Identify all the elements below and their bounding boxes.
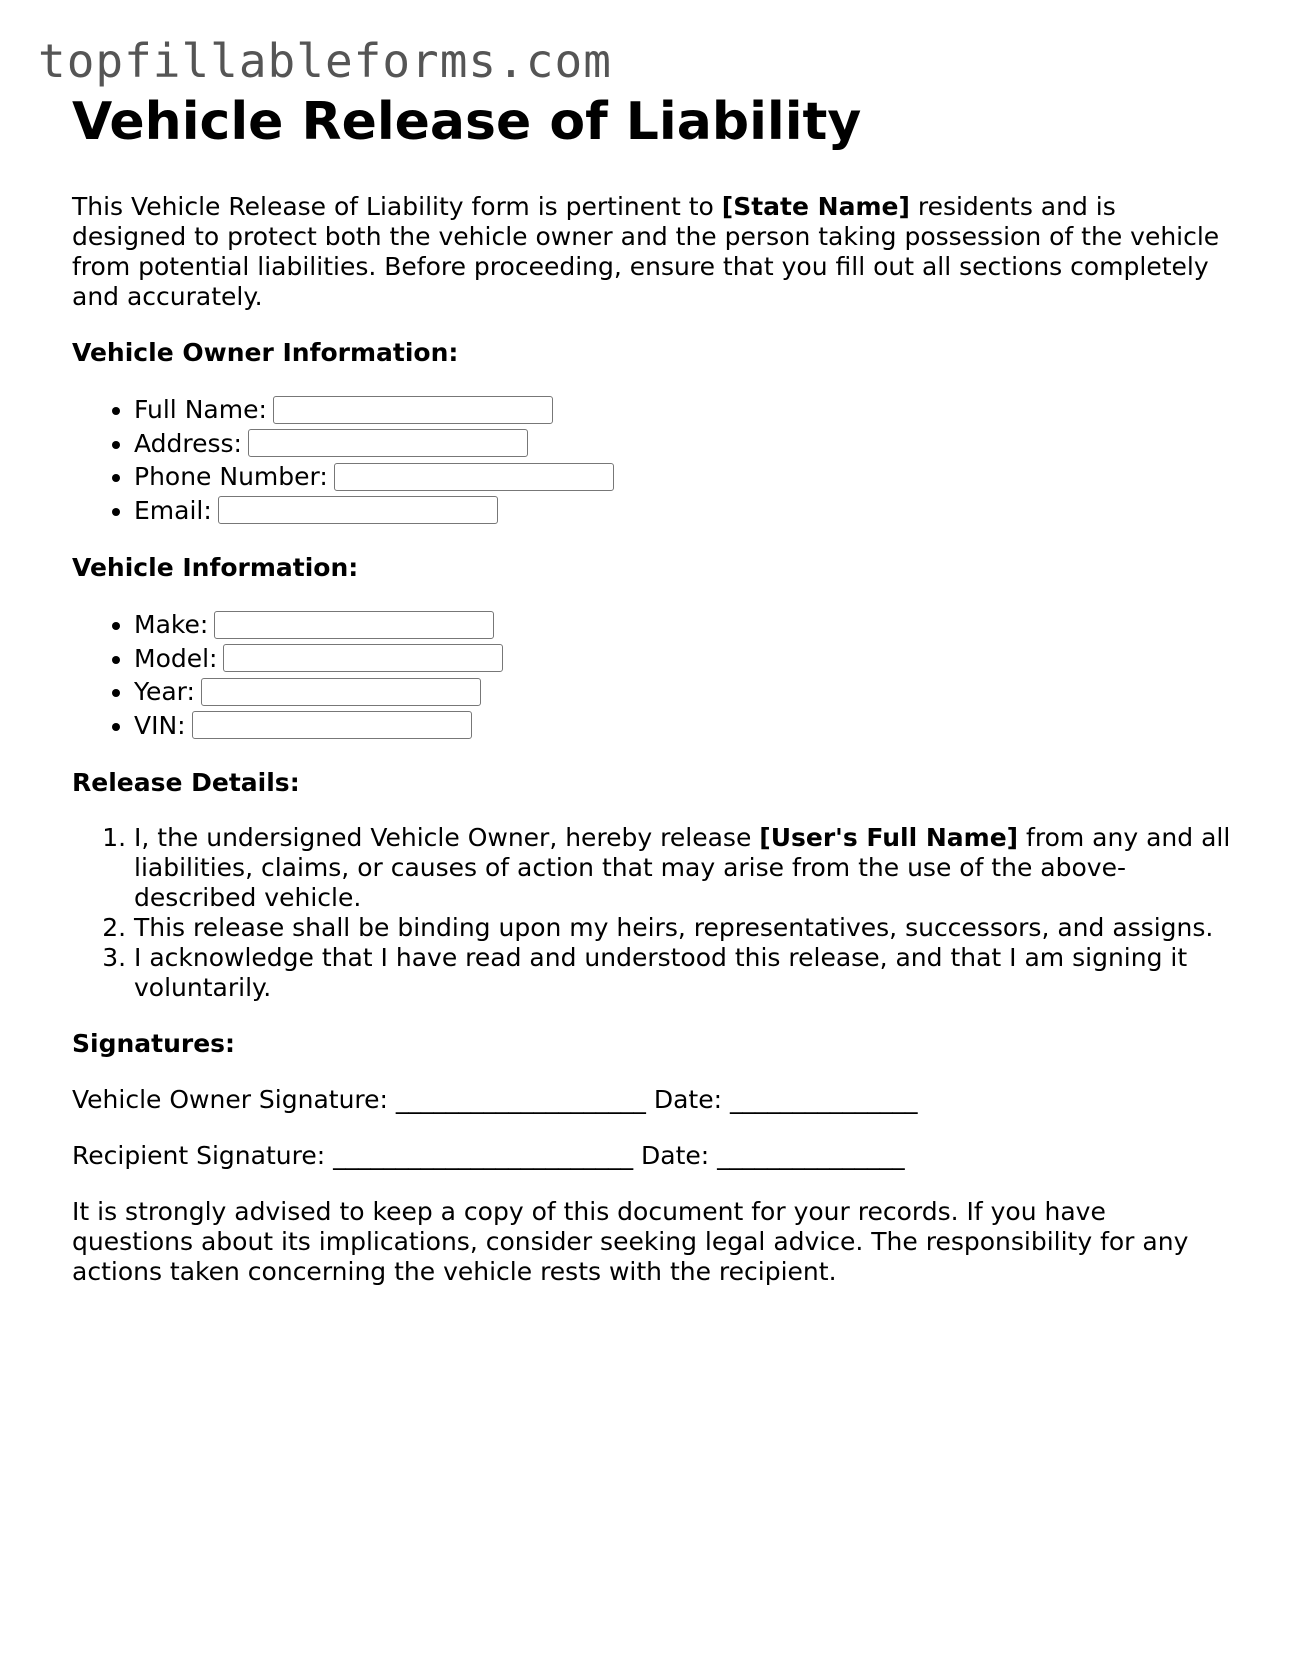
- release-terms-list: [72, 823, 1232, 1003]
- model-label: Model:: [134, 643, 218, 673]
- vin-input[interactable]: [192, 711, 472, 739]
- vehicle-section-heading: Vehicle Information:: [72, 553, 359, 582]
- owner-field-item: [134, 460, 1232, 494]
- owner-field-item: [134, 494, 1232, 528]
- watermark-text: topfillableforms.com: [38, 34, 612, 88]
- year-label: Year:: [134, 677, 195, 706]
- release-term-2: 2. This release shall be binding upon my heirs, representatives, successors, and assigns.: [134, 913, 1232, 943]
- release-section-heading: Release Details:: [72, 768, 300, 797]
- owner-field-item: [134, 427, 1232, 461]
- page-title: Vehicle Release of Liability: [72, 92, 862, 152]
- address-label: Address:: [134, 428, 242, 458]
- release-term-1-end: from any and all liabilities, claims, or causes of action that may arise from the use of the above-described vehicle.: [134, 823, 1231, 912]
- vehicle-field-item: [134, 608, 1232, 642]
- owner-field-item: [134, 393, 1232, 427]
- owner-signature-line: Vehicle Owner Signature: ____________________ Date: _______________: [72, 1085, 918, 1114]
- vehicle-field-item: [134, 709, 1232, 743]
- intro-text-end: residents and is designed to protect both the vehicle owner and the person taking possession of the vehicle from potential liabilities. Before proceeding, ensure that you fill out all sections completely and accurately.: [72, 192, 1220, 311]
- full-name-input[interactable]: [273, 396, 553, 424]
- recipient-signature-line: Recipient Signature: ________________________ Date: _______________: [72, 1141, 905, 1170]
- state-name-placeholder: [State Name]: [721, 192, 910, 221]
- email-input[interactable]: [218, 496, 498, 524]
- model-input[interactable]: [223, 644, 503, 672]
- make-label: Make:: [134, 610, 209, 639]
- release-term-1-start: I, the undersigned Vehicle Owner, hereby release: [134, 823, 760, 852]
- address-input[interactable]: [248, 429, 528, 457]
- phone-number-label: Phone Number:: [134, 462, 328, 491]
- release-term-3: 3. I acknowledge that I have read and understood this release, and that I am signing it voluntarily.: [134, 943, 1232, 1003]
- release-term-1: [134, 823, 1232, 913]
- intro-paragraph: [72, 192, 1232, 312]
- owner-field-list: [72, 393, 1232, 527]
- vehicle-field-list: [72, 608, 1232, 742]
- vehicle-field-item: [134, 642, 1232, 676]
- phone-number-input[interactable]: [334, 463, 614, 491]
- year-input[interactable]: [201, 678, 481, 706]
- owner-section-heading: Vehicle Owner Information:: [72, 338, 459, 367]
- email-label: Email:: [134, 495, 212, 525]
- vehicle-field-item: [134, 675, 1232, 709]
- user-name-placeholder: [User's Full Name]: [759, 823, 1019, 852]
- advisory-note: It is strongly advised to keep a copy of this document for your records. If you have questions about its implications, consider seeking legal advice. The responsibility for any actions taken concerning the vehicle rests with the recipient.: [72, 1197, 1189, 1286]
- document-body: [72, 92, 1232, 1287]
- signatures-heading: Signatures:: [72, 1029, 236, 1058]
- vin-label: VIN:: [134, 710, 186, 740]
- full-name-label: Full Name:: [134, 395, 267, 424]
- make-input[interactable]: [214, 611, 494, 639]
- intro-text-start: This Vehicle Release of Liability form is pertinent to: [72, 192, 722, 221]
